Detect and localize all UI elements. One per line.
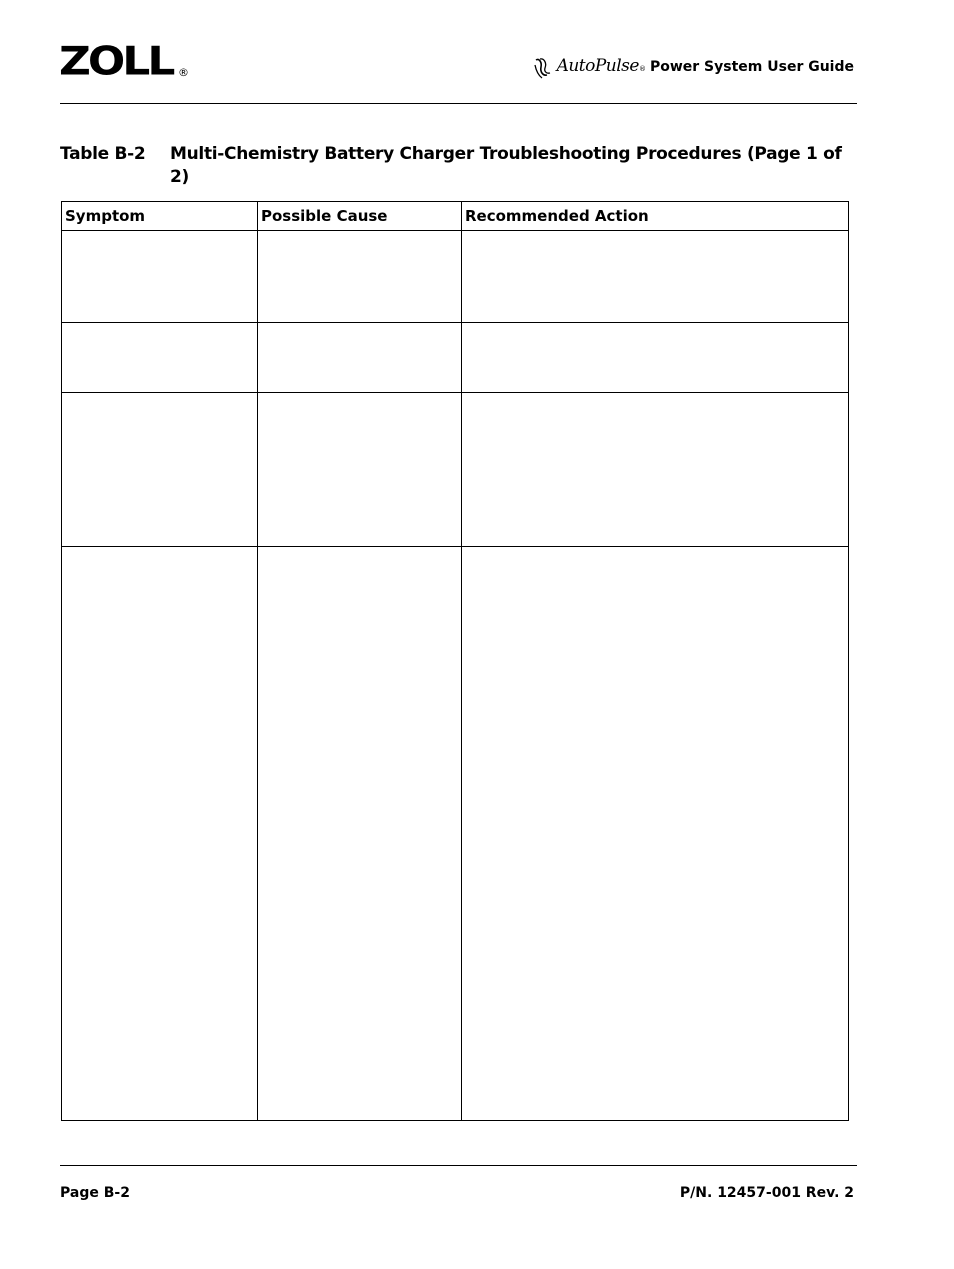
zoll-logo: ZOLL bbox=[59, 38, 173, 85]
table-caption-label: Table B-2 bbox=[60, 144, 146, 164]
table-cell-recommended-action bbox=[462, 547, 849, 1121]
table-cell-symptom bbox=[62, 547, 258, 1121]
table-cell-symptom bbox=[62, 393, 258, 547]
table-cell-symptom bbox=[62, 323, 258, 393]
troubleshooting-table bbox=[61, 201, 849, 1121]
table-row bbox=[62, 231, 849, 323]
table-row bbox=[62, 547, 849, 1121]
table-cell-possible-cause bbox=[258, 323, 462, 393]
guide-title: Power System User Guide bbox=[649, 59, 854, 75]
header-divider bbox=[60, 103, 857, 104]
column-header-recommended-action: Recommended Action bbox=[462, 202, 849, 231]
table-cell-possible-cause bbox=[258, 547, 462, 1121]
autopulse-swirl-icon bbox=[533, 56, 555, 80]
table-header-row bbox=[62, 202, 849, 231]
column-header-possible-cause: Possible Cause bbox=[258, 202, 462, 231]
table-caption-title: Multi-Chemistry Battery Charger Troubleshooting Procedures (Page 1 of 2) bbox=[170, 144, 842, 187]
table-cell-recommended-action bbox=[462, 393, 849, 547]
autopulse-brand-name: AutoPulse bbox=[556, 56, 639, 76]
column-header-symptom: Symptom bbox=[62, 202, 258, 231]
autopulse-registered-mark: ® bbox=[638, 65, 646, 73]
table-row bbox=[62, 323, 849, 393]
table-cell-recommended-action bbox=[462, 323, 849, 393]
table-row bbox=[62, 393, 849, 547]
zoll-logo-registered-mark: ® bbox=[178, 66, 189, 79]
header-document-title bbox=[533, 56, 854, 80]
table-cell-recommended-action bbox=[462, 231, 849, 323]
table-cell-possible-cause bbox=[258, 393, 462, 547]
page-number: Page B-2 bbox=[60, 1185, 130, 1201]
footer-divider bbox=[60, 1165, 857, 1166]
table-cell-possible-cause bbox=[258, 231, 462, 323]
part-number: P/N. 12457-001 Rev. 2 bbox=[679, 1185, 854, 1201]
table-cell-symptom bbox=[62, 231, 258, 323]
